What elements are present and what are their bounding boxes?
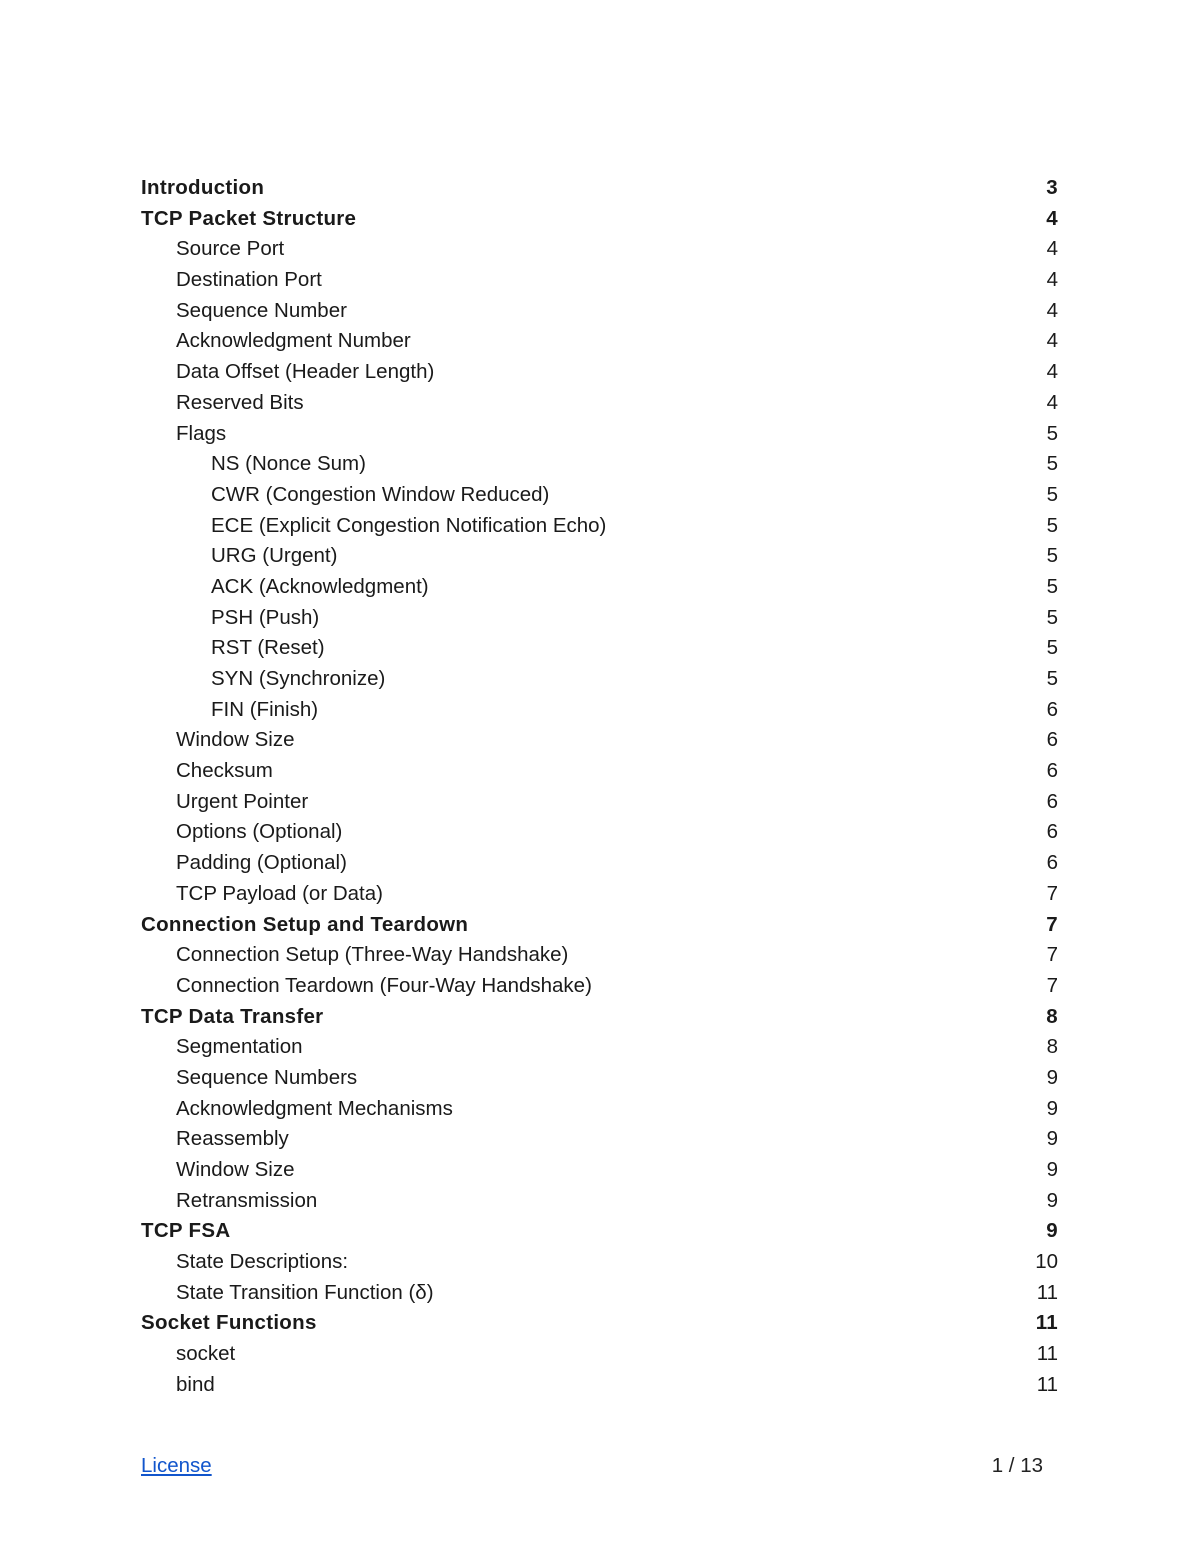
toc-entry-page-number[interactable]: 5 — [1046, 605, 1058, 629]
toc-entry[interactable] — [141, 664, 1058, 695]
toc-entry-page-number[interactable]: 5 — [1046, 421, 1058, 445]
toc-entry-page-number[interactable]: 6 — [1046, 759, 1058, 783]
toc-entry-page-number[interactable]: 7 — [1046, 973, 1058, 997]
toc-entry[interactable] — [141, 879, 1058, 910]
toc-entry[interactable] — [141, 419, 1058, 450]
toc-entry-title[interactable]: Segmentation — [176, 1035, 303, 1059]
toc-entry-title[interactable]: PSH (Push) — [211, 605, 320, 629]
toc-entry-page-number[interactable]: 9 — [1046, 1096, 1058, 1120]
toc-entry-page-number[interactable]: 9 — [1046, 1188, 1058, 1212]
toc-entry[interactable] — [141, 1032, 1058, 1063]
toc-entry-page-number[interactable]: 10 — [1035, 1250, 1058, 1274]
toc-entry[interactable] — [141, 1247, 1058, 1278]
toc-entry[interactable] — [141, 173, 1058, 204]
toc-entry[interactable] — [141, 541, 1058, 572]
page-indicator: 1 / 13 — [991, 1454, 1043, 1477]
toc-entry-page-number[interactable]: 8 — [1046, 1004, 1058, 1028]
toc-entry[interactable] — [141, 1155, 1058, 1186]
toc-entry[interactable] — [141, 910, 1058, 941]
toc-entry[interactable] — [141, 1278, 1058, 1309]
toc-entry-title[interactable]: socket — [176, 1342, 236, 1366]
toc-entry[interactable] — [141, 1124, 1058, 1155]
toc-entry[interactable] — [141, 388, 1058, 419]
toc-entry[interactable] — [141, 1370, 1058, 1401]
toc-entry-title[interactable]: Options (Optional) — [176, 820, 343, 844]
toc-entry-page-number[interactable]: 7 — [1046, 943, 1058, 967]
toc-entry[interactable] — [141, 204, 1058, 235]
page-footer — [141, 1452, 1043, 1480]
toc-entry[interactable] — [141, 725, 1058, 756]
toc-entry-title[interactable]: Padding (Optional) — [176, 851, 347, 875]
toc-entry[interactable] — [141, 265, 1058, 296]
toc-entry[interactable] — [141, 633, 1058, 664]
toc-entry-page-number[interactable]: 5 — [1046, 636, 1058, 660]
toc-entry[interactable] — [141, 296, 1058, 327]
license-link[interactable]: License — [141, 1454, 212, 1477]
toc-entry-page-number[interactable]: 8 — [1046, 1035, 1058, 1059]
toc-entry-title[interactable]: Sequence Number — [176, 298, 347, 322]
toc-entry-page-number[interactable]: 6 — [1046, 820, 1058, 844]
toc-entry-title[interactable]: CWR (Congestion Window Reduced) — [211, 482, 550, 506]
toc-entry-page-number[interactable]: 11 — [1036, 1372, 1058, 1396]
toc-entry-page-number[interactable]: 4 — [1046, 360, 1058, 384]
toc-entry-page-number[interactable]: 4 — [1046, 298, 1058, 322]
toc-entry-title[interactable]: Flags — [176, 421, 227, 445]
toc-entry-title[interactable]: Destination Port — [176, 268, 322, 292]
toc-entry[interactable] — [141, 1308, 1058, 1339]
toc-entry-title[interactable]: Connection Teardown (Four-Way Handshake) — [176, 973, 592, 997]
toc-entry-title[interactable]: NS (Nonce Sum) — [211, 452, 366, 476]
toc-entry-title[interactable]: Connection Setup and Teardown — [141, 912, 469, 936]
toc-entry-page-number[interactable]: 11 — [1036, 1342, 1058, 1366]
toc-entry-page-number[interactable]: 9 — [1046, 1219, 1058, 1243]
toc-entry-title[interactable]: Urgent Pointer — [176, 789, 309, 813]
toc-entry[interactable] — [141, 1063, 1058, 1094]
table-of-contents — [141, 173, 1058, 1401]
toc-entry-title[interactable]: URG (Urgent) — [211, 544, 338, 568]
toc-entry-page-number[interactable]: 5 — [1046, 574, 1058, 598]
toc-entry-page-number[interactable]: 4 — [1046, 206, 1058, 230]
toc-entry-page-number[interactable]: 4 — [1046, 237, 1058, 261]
toc-entry-page-number[interactable]: 6 — [1046, 728, 1058, 752]
toc-entry[interactable] — [141, 480, 1058, 511]
toc-entry-title[interactable]: TCP Payload (or Data) — [176, 881, 383, 905]
toc-entry-title[interactable]: Sequence Numbers — [176, 1065, 358, 1089]
toc-entry-page-number[interactable]: 5 — [1046, 513, 1058, 537]
toc-entry-title[interactable]: Socket Functions — [141, 1311, 317, 1335]
toc-entry[interactable] — [141, 940, 1058, 971]
toc-entry-page-number[interactable]: 6 — [1046, 697, 1058, 721]
toc-entry-title[interactable]: RST (Reset) — [211, 636, 325, 660]
toc-entry[interactable] — [141, 971, 1058, 1002]
toc-entry[interactable] — [141, 1002, 1058, 1033]
toc-entry[interactable] — [141, 756, 1058, 787]
toc-entry-title[interactable]: Acknowledgment Number — [176, 329, 411, 353]
toc-entry-title[interactable]: Window Size — [176, 1158, 295, 1181]
toc-entry[interactable] — [141, 511, 1058, 542]
toc-entry-page-number[interactable]: 4 — [1046, 329, 1058, 353]
toc-entry-page-number[interactable]: 9 — [1046, 1127, 1058, 1151]
toc-entry-title[interactable]: State Transition Function (δ) — [176, 1280, 434, 1304]
toc-entry-page-number[interactable]: 11 — [1035, 1311, 1058, 1335]
toc-entry[interactable] — [141, 695, 1058, 726]
toc-entry-title[interactable]: ECE (Explicit Congestion Notification Echo) — [211, 513, 607, 537]
toc-entry-title[interactable]: TCP FSA — [141, 1219, 231, 1243]
toc-entry-page-number[interactable]: 9 — [1046, 1065, 1058, 1089]
toc-entry-title[interactable]: State Descriptions: — [176, 1250, 349, 1274]
toc-entry-page-number[interactable]: 5 — [1046, 452, 1058, 476]
toc-entry-title[interactable]: Connection Setup (Three-Way Handshake) — [176, 943, 569, 967]
toc-entry-page-number[interactable]: 9 — [1046, 1158, 1058, 1181]
toc-entry-title[interactable]: Retransmission — [176, 1188, 318, 1212]
toc-entry-title[interactable]: FIN (Finish) — [211, 697, 319, 721]
toc-entry-title[interactable]: ACK (Acknowledgment) — [211, 574, 429, 598]
toc-entry-page-number[interactable]: 4 — [1046, 268, 1058, 292]
toc-entry[interactable] — [141, 787, 1058, 818]
toc-entry-title[interactable]: bind — [176, 1372, 215, 1396]
toc-entry[interactable] — [141, 357, 1058, 388]
toc-entry[interactable] — [141, 449, 1058, 480]
toc-entry[interactable] — [141, 848, 1058, 879]
toc-entry[interactable] — [141, 603, 1058, 634]
toc-entry-title[interactable]: TCP Data Transfer — [141, 1004, 324, 1028]
toc-entry-page-number[interactable]: 3 — [1046, 176, 1058, 199]
toc-entry-page-number[interactable]: 5 — [1046, 667, 1058, 690]
toc-entry-title[interactable]: Window Size — [176, 728, 295, 752]
toc-entry[interactable] — [141, 234, 1058, 265]
toc-entry[interactable] — [141, 817, 1058, 848]
toc-entry-title[interactable]: Source Port — [176, 237, 285, 261]
toc-entry[interactable] — [141, 326, 1058, 357]
toc-entry-page-number[interactable]: 11 — [1036, 1280, 1058, 1304]
toc-entry[interactable] — [141, 1186, 1058, 1217]
toc-entry-page-number[interactable]: 5 — [1046, 544, 1058, 568]
toc-entry-page-number[interactable]: 7 — [1046, 912, 1058, 936]
toc-entry-title[interactable]: Introduction — [141, 176, 265, 199]
toc-entry-title[interactable]: Reassembly — [176, 1127, 289, 1151]
toc-entry[interactable] — [141, 572, 1058, 603]
toc-entry[interactable] — [141, 1216, 1058, 1247]
toc-entry-title[interactable]: Acknowledgment Mechanisms — [176, 1096, 453, 1120]
toc-entry-title[interactable]: Reserved Bits — [176, 390, 304, 414]
toc-entry-page-number[interactable]: 7 — [1046, 881, 1058, 905]
toc-entry-title[interactable]: TCP Packet Structure — [141, 206, 357, 230]
toc-entry-page-number[interactable]: 6 — [1046, 851, 1058, 875]
toc-entry[interactable] — [141, 1094, 1058, 1125]
toc-entry[interactable] — [141, 1339, 1058, 1370]
toc-entry-title[interactable]: SYN (Synchronize) — [211, 667, 386, 690]
toc-entry-page-number[interactable]: 6 — [1046, 789, 1058, 813]
toc-entry-page-number[interactable]: 4 — [1046, 390, 1058, 414]
toc-entry-title[interactable]: Data Offset (Header Length) — [176, 360, 435, 384]
toc-entry-title[interactable]: Checksum — [176, 759, 273, 783]
toc-entry-page-number[interactable]: 5 — [1046, 482, 1058, 506]
